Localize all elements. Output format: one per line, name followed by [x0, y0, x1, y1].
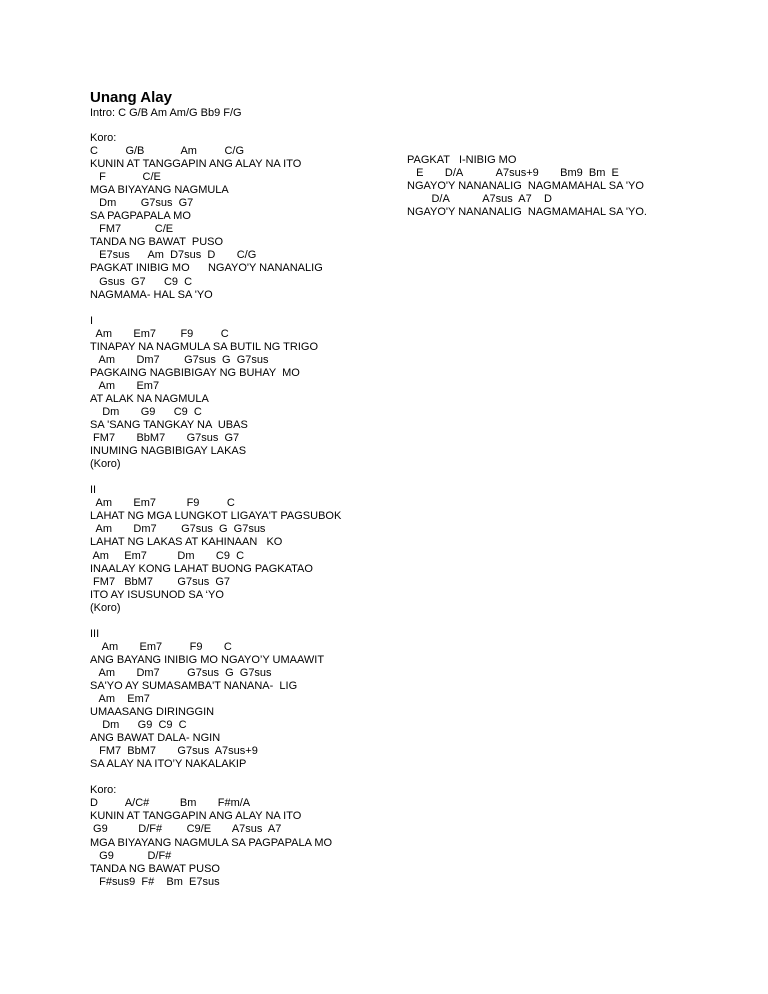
lyric-line: Am Em7 F9 C — [90, 327, 229, 340]
lyric-line: NAGMAMA- HAL SA 'YO — [90, 288, 213, 301]
lyrics-left-column — [90, 132, 341, 889]
lyric-line: II — [90, 484, 97, 497]
lyric-line: TINAPAY NA NAGMULA SA BUTIL NG TRIGO — [90, 340, 319, 353]
lyric-line: Am Em7 — [90, 693, 150, 706]
lyric-line: NGAYO'Y NANANALIG NAGMAMAHAL SA 'YO — [407, 180, 644, 193]
lyric-line: (Koro) — [90, 458, 121, 471]
lyric-line: Gsus G7 C9 C — [90, 275, 193, 288]
lyric-line: D/A A7sus A7 D — [407, 193, 552, 206]
lyric-line: NGAYO'Y NANANALIG NAGMAMAHAL SA 'YO. — [407, 206, 647, 219]
lyric-line: Am Dm7 G7sus G G7sus — [90, 353, 269, 366]
lyric-line: LAHAT NG LAKAS AT KAHINAAN KO — [90, 536, 283, 549]
lyric-line: G9 D/F# — [90, 849, 172, 862]
lyric-line: INUMING NAGBIBIGAY LAKAS — [90, 445, 247, 458]
lyric-line: PAGKAT INIBIG MO NGAYO'Y NANANALIG — [90, 262, 323, 275]
lyric-line: Dm G9 C9 C — [90, 405, 202, 418]
lyric-line: III — [90, 627, 100, 640]
lyric-line: TANDA NG BAWAT PUSO — [90, 236, 224, 249]
intro-line: Intro: C G/B Am Am/G Bb9 F/G — [90, 107, 242, 119]
blank-line — [90, 471, 341, 484]
lyric-line: Am Em7 Dm C9 C — [90, 549, 245, 562]
lyric-line: SA'YO AY SUMASAMBA'T NANANA- LIG — [90, 679, 298, 692]
lyric-line: FM7 BbM7 G7sus G7 — [90, 432, 240, 445]
lyric-line: Am Em7 F9 C — [90, 497, 235, 510]
lyric-line: SA PAGPAPALA MO — [90, 210, 191, 223]
lyric-line: FM7 C/E — [90, 223, 174, 236]
song-title: Unang Alay — [90, 89, 172, 106]
lyric-line: KUNIN AT TANGGAPIN ANG ALAY NA ITO — [90, 158, 302, 171]
lyric-line: D A/C# Bm F#m/A — [90, 797, 251, 810]
lyric-line: PAGKAING NAGBIBIGAY NG BUHAY MO — [90, 366, 300, 379]
lyric-line: F#sus9 F# Bm E7sus — [90, 875, 220, 888]
lyric-line: Koro: — [90, 784, 117, 797]
lyric-line: SA ALAY NA ITO’Y NAKALAKIP — [90, 758, 247, 771]
lyric-line: MGA BIYAYANG NAGMULA SA PAGPAPALA MO — [90, 836, 333, 849]
lyric-line: TANDA NG BAWAT PUSO — [90, 862, 220, 875]
lyric-line: Koro: — [90, 132, 117, 144]
lyric-line: LAHAT NG MGA LUNGKOT LIGAYA'T PAGSUBOK — [90, 510, 342, 523]
lyric-line: ANG BAWAT DALA- NGIN — [90, 732, 221, 745]
lyric-line: G9 D/F# C9/E A7sus A7 — [90, 823, 282, 836]
lyric-line: FM7 BbM7 G7sus G7 — [90, 575, 230, 588]
lyrics-right-column — [407, 154, 647, 219]
lyric-line: KUNIN AT TANGGAPIN ANG ALAY NA ITO — [90, 810, 302, 823]
lyric-line: FM7 BbM7 G7sus A7sus+9 — [90, 745, 258, 758]
lyric-line: SA 'SANG TANGKAY NA UBAS — [90, 419, 248, 432]
lyric-line: E D/A A7sus+9 Bm9 Bm E — [407, 167, 619, 180]
lyric-line: C G/B Am C/G — [90, 145, 245, 158]
lyric-line: AT ALAK NA NAGMULA — [90, 392, 209, 405]
lyric-line: INAALAY KONG LAHAT BUONG PAGKATAO — [90, 562, 313, 575]
lyric-line: (Koro) — [90, 601, 121, 614]
lyric-line: Dm G7sus G7 — [90, 197, 194, 210]
lyric-line: Am Em7 F9 C — [90, 640, 232, 653]
lyric-line: Am Dm7 G7sus G G7sus — [90, 666, 272, 679]
lyric-line: ITO AY ISUSUNOD SA ‘YO — [90, 588, 224, 601]
lyric-line: Am Dm7 G7sus G G7sus — [90, 523, 266, 536]
lyric-line: I — [90, 314, 94, 327]
blank-line — [90, 771, 341, 784]
lyric-line: ANG BAYANG INIBIG MO NGAYO’Y UMAAWIT — [90, 653, 325, 666]
lyric-line: F C/E — [90, 171, 161, 184]
lyric-line: E7sus Am D7sus D C/G — [90, 249, 257, 262]
lyric-line: PAGKAT I-NIBIG MO — [407, 154, 517, 166]
lyric-line: Am Em7 — [90, 379, 160, 392]
lyric-line: UMAASANG DIRINGGIN — [90, 706, 215, 719]
lyric-line: Dm G9 C9 C — [90, 719, 187, 732]
lyric-line: MGA BIYAYANG NAGMULA — [90, 184, 229, 197]
blank-line — [90, 302, 341, 315]
blank-line — [90, 615, 341, 628]
